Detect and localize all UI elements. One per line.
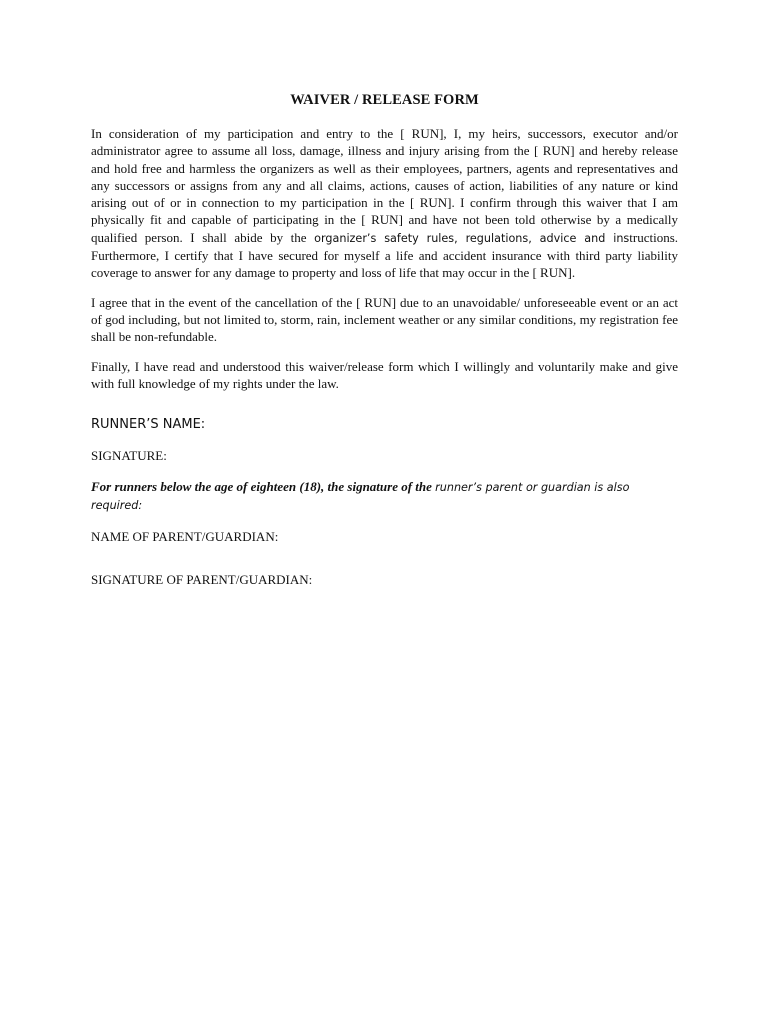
consideration-paragraph xyxy=(91,125,678,282)
minor-note-bold: For runners below the age of eighteen (18), the signature of the xyxy=(91,479,436,495)
consideration-text-start: In consideration of my participation and entry to the [ RUN], I, my heirs, successors, executor and/or administrator agree to assume all loss, damage, illness and injury arising from the [ RUN] and hereby release and hold free and harmless the organizers as well as their employees, partners, agents and representatives and any successors or assigns from any and all claims, actions, causes of action, liabilities of any nature or kind arising out of or in connection to my participation in the [ RUN]. I confirm through this waiver that I am physically fit and capable of participating in the [ RUN] and have not been told otherwise by a medically qualified person. I shall abide by the xyxy=(91,126,678,245)
cancellation-paragraph: I agree that in the event of the cancellation of the [ RUN] due to an unavoidable/ unforeseeable event or an act of god including, but not limited to, storm, rain, inclement weather or any similar conditions, my registration fee shall be non-refundable. xyxy=(91,294,678,345)
acknowledgement-paragraph: Finally, I have read and understood this waiver/release form which I willingly and voluntarily make and give with full knowledge of my rights under the law. xyxy=(91,358,678,391)
parent-signature-label: SIGNATURE OF PARENT/GUARDIAN: xyxy=(91,572,313,588)
minor-note-guardian: runner’s parent or guardian is also required: xyxy=(91,481,630,513)
signature-label: SIGNATURE: xyxy=(91,448,167,464)
safety-rules-text: organizer’s safety rules, regulations, advice and ins xyxy=(314,231,630,245)
waiver-form xyxy=(91,92,678,588)
minor-signature-note xyxy=(91,478,678,514)
consideration-text-end: tructions. Furthermore, I certify that I have secured for myself a life and accident insurance with third party liability coverage to answer for any damage to property and loss of life that may occur in the [ RUN]. xyxy=(91,229,679,281)
form-title: WAIVER / RELEASE FORM xyxy=(290,92,479,108)
runner-name-label: RUNNER’S NAME: xyxy=(91,417,206,433)
parent-name-label: NAME OF PARENT/GUARDIAN: xyxy=(91,529,279,545)
